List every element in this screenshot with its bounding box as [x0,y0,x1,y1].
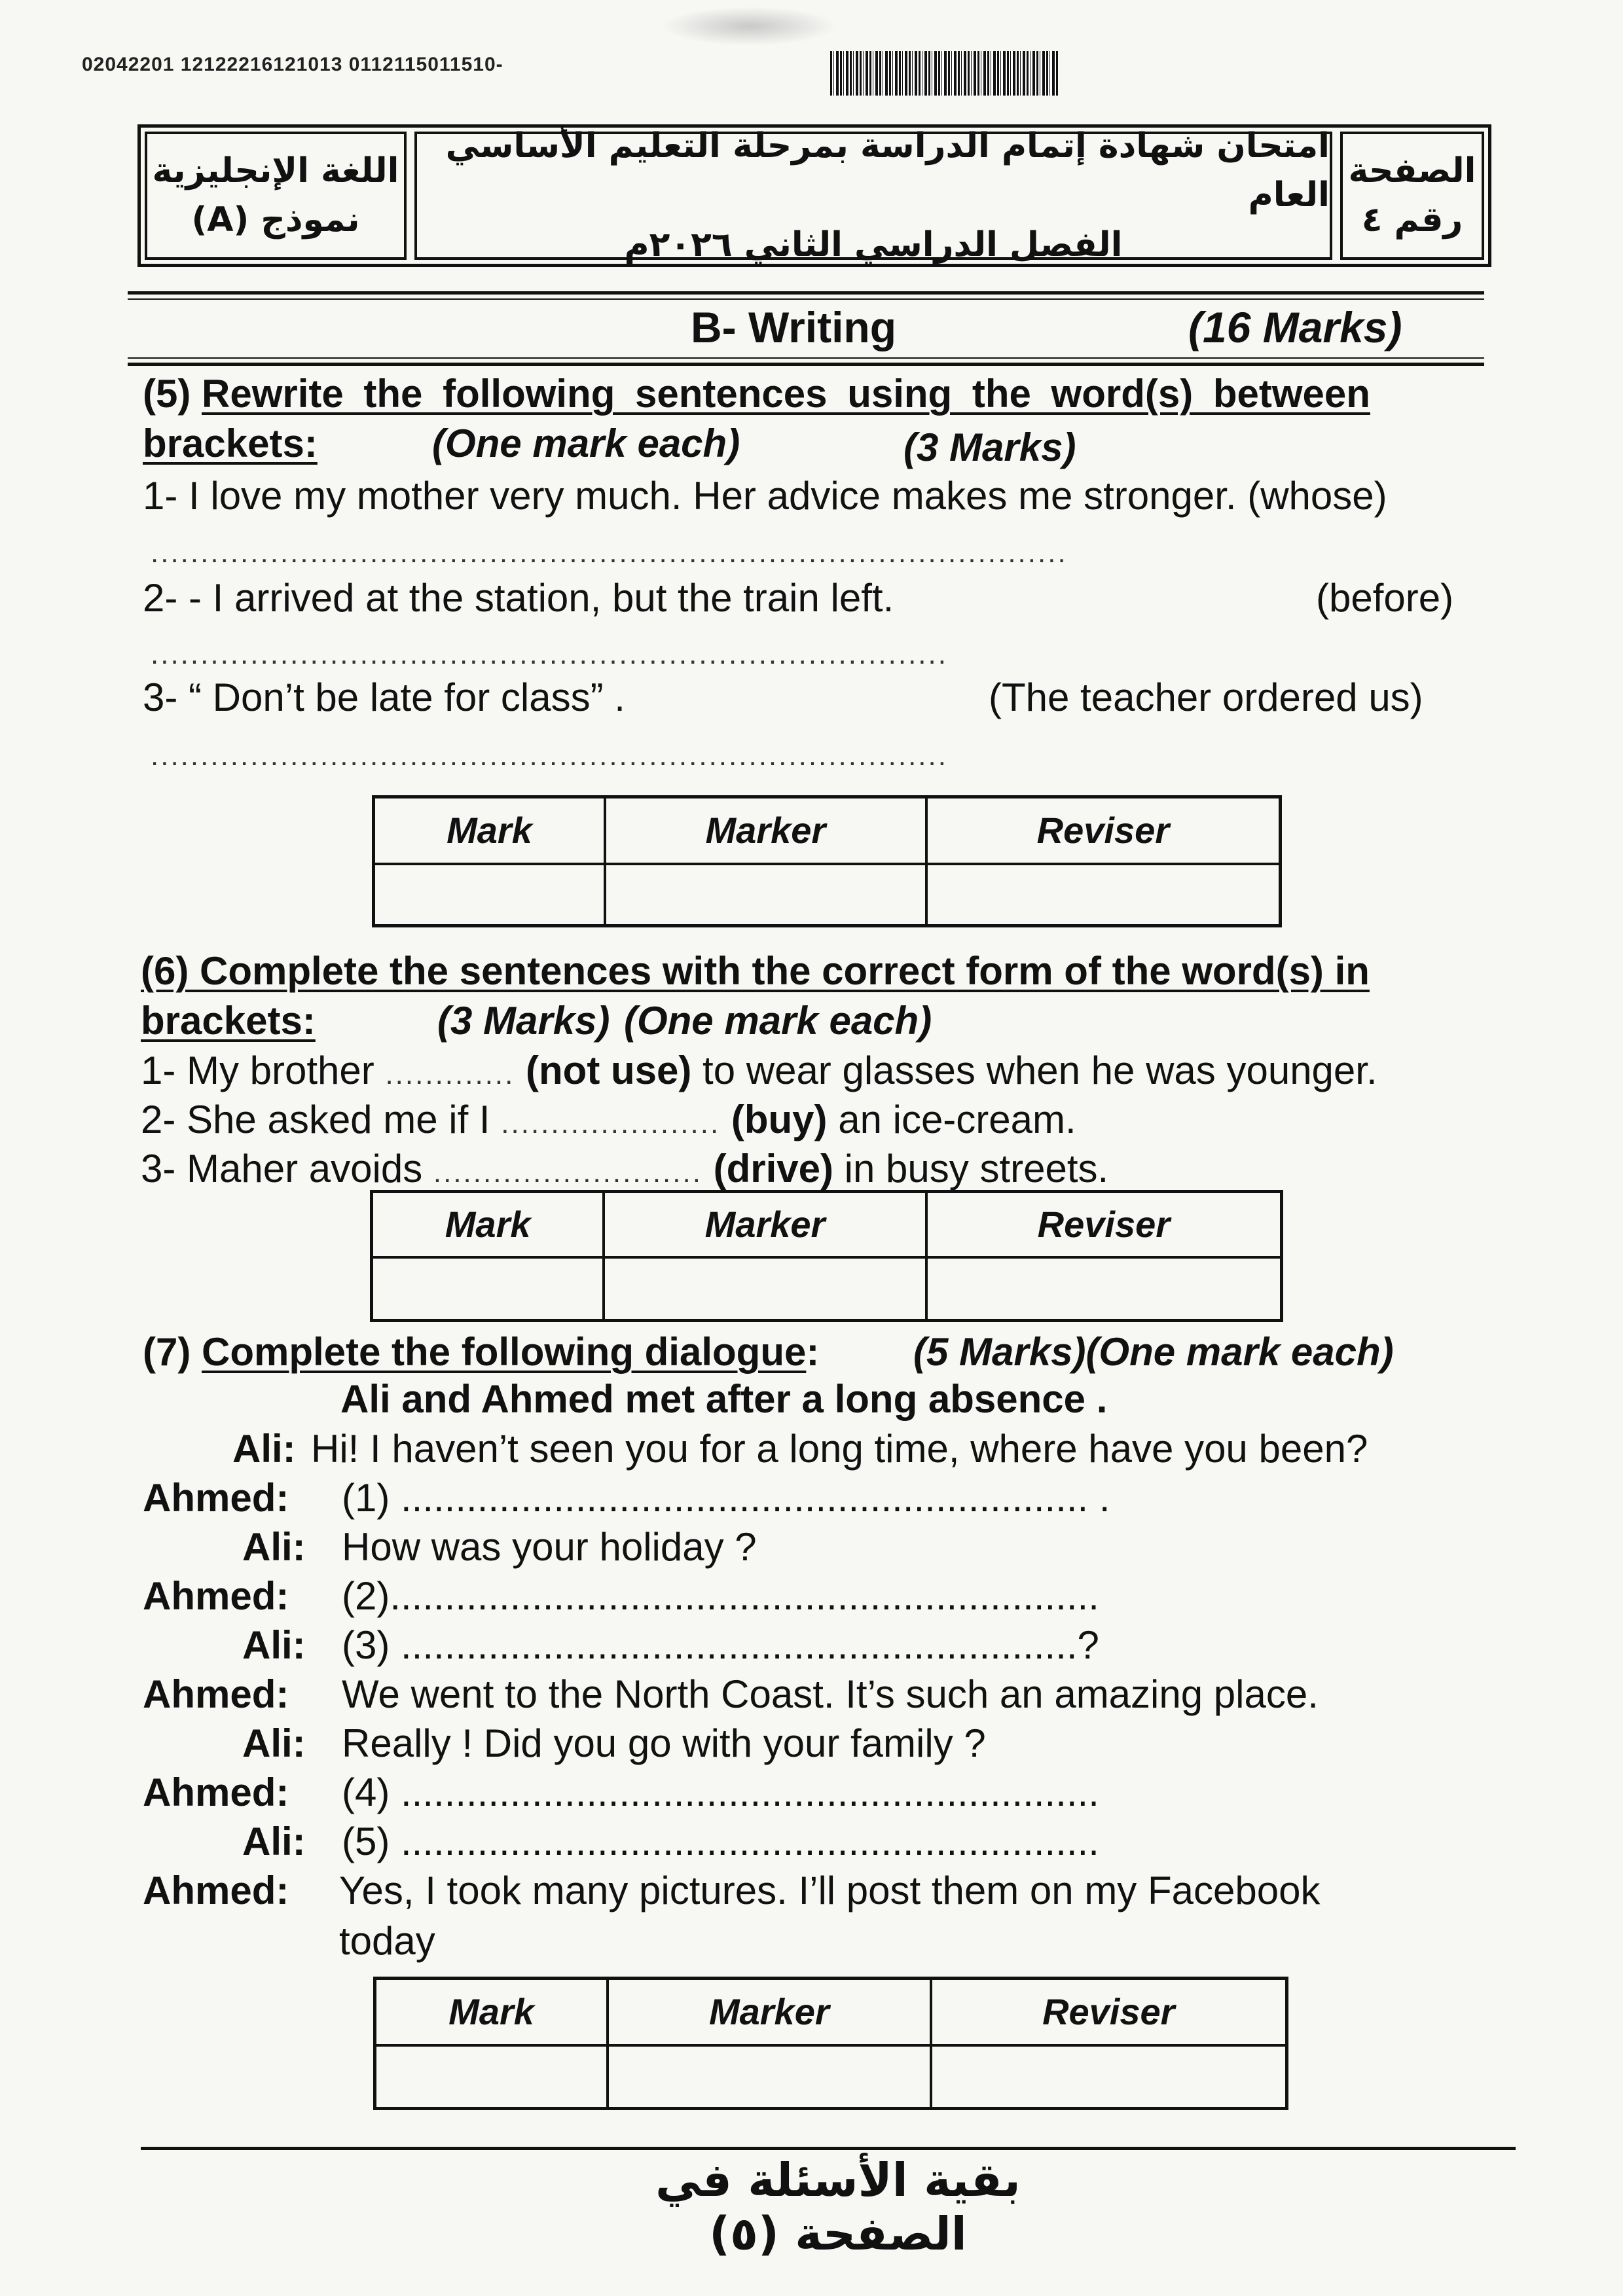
q5-total: (3 Marks) [903,425,1076,469]
q6-item-3-rest: in busy streets. [844,1147,1109,1191]
q6-total: (3 Marks) [437,999,610,1043]
q7-speaker-8: Ahmed: [143,1770,289,1814]
barcode [830,51,1058,96]
subject-name: اللغة الإنجليزية [152,151,399,190]
q5-answer-line-2[interactable]: ................................................................................ [151,638,948,670]
q7-grade-table [373,1977,1288,2110]
q6-item-1-blank[interactable]: ............. [385,1058,515,1090]
q7-number: (7) [143,1330,191,1374]
subject-cell [145,132,407,260]
q6-item-1-word: (not use) [526,1049,692,1092]
q5-each: (One mark each) [432,422,740,465]
q5-instruction-cont: brackets: [143,422,318,465]
q6-item-3-text: 3- Maher avoids [141,1147,423,1191]
q5-number: (5) [143,372,191,416]
q7-heading [143,1329,819,1376]
q7-line-2[interactable]: (1) ............................................................... . [342,1476,1110,1520]
q7-instruction: Complete the following dialogue [202,1330,807,1374]
grade-marker-cell[interactable] [605,864,926,926]
q7-speaker-5: Ali: [242,1623,306,1667]
exam-term: الفصل الدراسي الثاني ٢٠٢٦م [624,224,1123,264]
section-rule-top-thin [128,298,1484,300]
page-number: رقم ٤ [1361,200,1463,240]
q7-line-10-cont: today [339,1919,435,1963]
q7-speaker-10: Ahmed: [143,1869,289,1912]
q7-speaker-6: Ahmed: [143,1672,289,1716]
q6-each: (One mark each) [624,999,932,1043]
q7-line-9[interactable]: (5) ................................................................ [342,1820,1099,1863]
q7-speaker-2: Ahmed: [143,1476,289,1520]
q7-colon: : [806,1330,820,1374]
q5-item-1: 1- I love my mother very much. Her advice makes me stronger. (whose) [143,474,1387,518]
grade-mark-cell[interactable] [375,2045,608,2109]
grade-mark-header: Mark [375,1979,608,2045]
exam-codes: 02042201 12122216121013 0112115011510- [82,54,503,75]
q7-context: Ali and Ahmed met after a long absence . [340,1377,1108,1421]
q7-line-5[interactable]: (3) ..............................................................? [342,1623,1099,1667]
q5-instruction: Rewrite the following sentences using the word(s) between [202,372,1370,416]
q7-line-4[interactable]: (2)................................................................. [342,1574,1099,1618]
exam-title: امتحان شهادة إتمام الدراسة بمرحلة التعليم الأساسي العام [445,126,1330,215]
q6-item-2-blank[interactable]: ...................... [501,1107,721,1139]
grade-reviser-header: Reviser [926,1192,1282,1257]
section-title: B- Writing [691,303,897,351]
q7-line-6: We went to the North Coast. It’s such an amazing place. [342,1672,1319,1716]
q5-item-2: 2- - I arrived at the station, but the train left. [143,576,894,620]
page-cell [1340,132,1484,260]
footer-rule [141,2147,1516,2150]
model-label: نموذج (A) [191,200,360,240]
grade-reviser-cell[interactable] [926,1257,1282,1321]
q6-grade-table [370,1190,1283,1322]
q6-item-3-blank[interactable]: ........................... [433,1157,702,1189]
q7-line-7: Really ! Did you go with your family ? [342,1721,986,1765]
section-rule-top [128,291,1484,295]
q7-line-1: Hi! I haven’t seen you for a long time, where have you been? [311,1427,1368,1471]
grade-mark-cell[interactable] [374,864,606,926]
section-rule-bottom-thin [128,357,1484,359]
grade-marker-cell[interactable] [608,2045,930,2109]
page-label: الصفحة [1348,151,1476,190]
q7-total: (5 Marks) [913,1330,1086,1374]
q6-item-2-text: 2- She asked me if I [141,1098,490,1141]
q7-marks [913,1329,1394,1376]
grade-reviser-cell[interactable] [926,864,1281,926]
q5-item-3: 3- “ Don’t be late for class” . [143,675,625,719]
q5-item-3-hint: (The teacher ordered us) [989,675,1423,719]
q7-speaker-7: Ali: [242,1721,306,1765]
exam-title-cell [414,126,1332,264]
exam-header [137,124,1491,267]
q7-speaker-9: Ali: [242,1820,306,1863]
section-marks: (16 Marks) [1188,303,1402,351]
grade-marker-header: Marker [605,797,926,864]
q7-speaker-1: Ali: [232,1427,296,1471]
q7-speaker-4: Ahmed: [143,1574,289,1618]
q7-line-3: How was your holiday ? [342,1525,757,1569]
grade-marker-header: Marker [604,1192,926,1257]
q5-answer-line-1[interactable]: ............................................................................................ [151,537,1068,569]
grade-reviser-cell[interactable] [931,2045,1287,2109]
q6-item-1-rest: to wear glasses when he was younger. [702,1049,1377,1092]
continued-note: بقية الأسئلة في الصفحة (٥) [655,2153,1021,2261]
q5-answer-line-3[interactable]: ................................................................................ [151,740,948,772]
q7-speaker-3: Ali: [242,1525,306,1569]
q6-item-3-word: (drive) [713,1147,833,1191]
scan-smudge [661,7,838,46]
q5-heading-line2 [143,420,318,467]
q5-grade-table [372,795,1282,927]
q7-line-8[interactable]: (4) ................................................................ [342,1770,1099,1814]
grade-marker-cell[interactable] [604,1257,926,1321]
q7-each: (One mark each) [1085,1330,1394,1374]
grade-mark-header: Mark [374,797,606,864]
q5-heading [143,370,1370,418]
q5-item-2-hint: (before) [1316,576,1454,620]
grade-mark-header: Mark [372,1192,604,1257]
q6-item-2-rest: an ice-cream. [838,1098,1076,1141]
grade-marker-header: Marker [608,1979,930,2045]
grade-reviser-header: Reviser [926,797,1281,864]
q6-instruction-cont: brackets: [141,999,316,1043]
q7-line-10: Yes, I took many pictures. I’ll post them on my Facebook [339,1869,1321,1912]
q6-item-1 [141,1047,1377,1094]
grade-reviser-header: Reviser [931,1979,1287,2045]
q6-item-3 [141,1145,1108,1193]
section-rule-bottom [128,363,1484,366]
grade-mark-cell[interactable] [372,1257,604,1321]
q6-instruction: (6) Complete the sentences with the correct form of the word(s) in [141,949,1370,993]
q6-item-2-word: (buy) [731,1098,828,1141]
q6-item-2 [141,1096,1076,1143]
q6-item-1-text: 1- My brother [141,1049,374,1092]
